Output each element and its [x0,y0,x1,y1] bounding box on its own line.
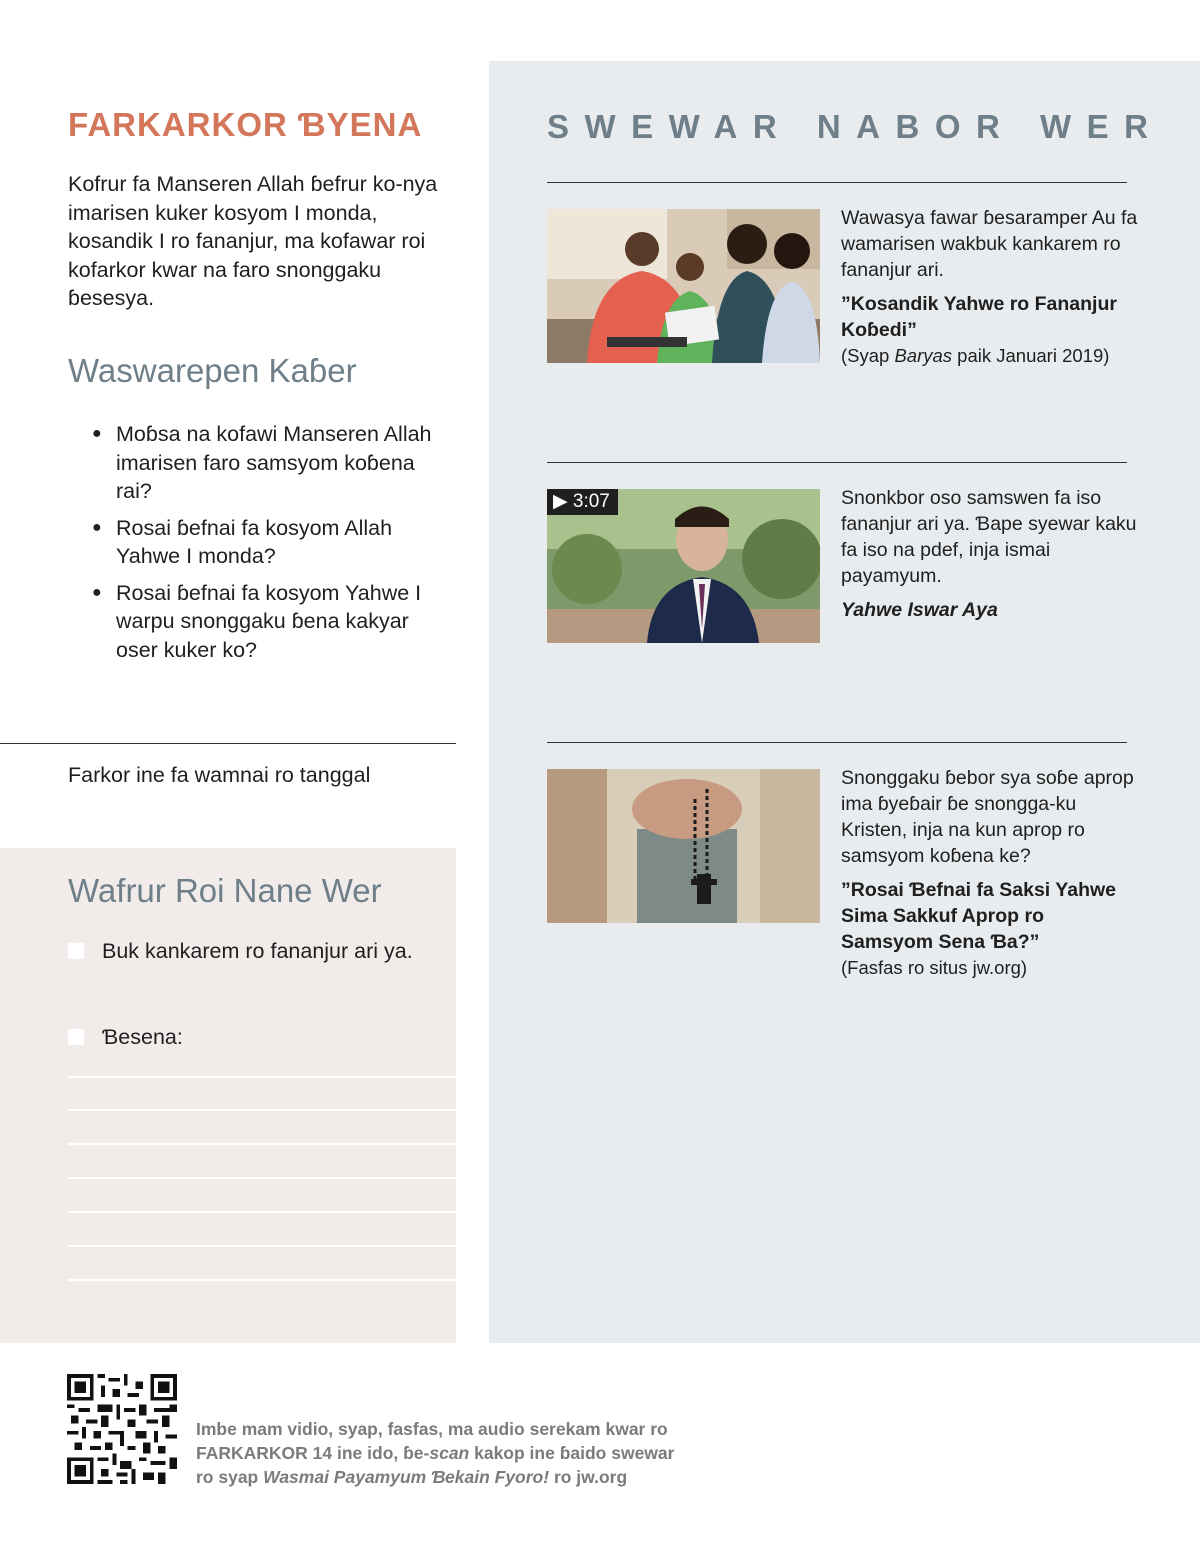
divider [547,182,1127,183]
divider [547,742,1127,743]
related-item-3: Snonggaku ɓebor sya soɓe aprop ima ɓyeɓair ɓe snongga-ku Kristen, inja na kun aprop ro samsyom koɓena ke? ”Rosai Ɓefnai fa Saksi Yahwe Sima Sakkuf Aprop ro Samsyom Sena Ɓa?” (Fasfas ro situs jw.org) [841,765,1141,981]
write-line[interactable] [68,1076,456,1078]
questions-title: Waswarepen Kaɓer [68,352,357,389]
source-note: (Syap Baryas paik Januari 2019) [841,345,1110,366]
write-line[interactable] [68,1211,456,1213]
related-item-1: Wawasya fawar ɓesaramper Au fa wamarisen wakbuk kankarem ro fananjur ari. ”Kosandik Yahwe ro Fananjur Koɓedi” (Syap Baryas paik Januari 2019) [841,205,1141,369]
write-line[interactable] [68,1109,456,1111]
checkbox[interactable] [68,943,84,959]
question-item: ● Rosai ɓefnai fa kosyom Yahwe I warpu snonggaku ɓena kakyar oser kuker ko? [92,580,422,662]
rosary-image[interactable] [547,769,820,923]
write-line[interactable] [68,1245,456,1247]
goals-panel [0,848,456,1343]
qr-code-graphic [67,1374,177,1484]
video-title[interactable]: Yahwe Iswar Aya [841,599,998,621]
family-study-photo [547,209,820,363]
related-title: SWEWAR NABOR WER [547,108,1164,145]
questions-list [90,420,445,672]
footer-note: Imbe mam vidio, syap, fasfas, ma audio serekam kwar ro FARKARKOR 14 ine ido, ɓe-scan kakop ine ɓaido swewar ro syap Wasmai Payamyum Ɓekain Fyoro! ro jw.org [196,1419,675,1487]
family-study-image[interactable] [547,209,820,363]
rosary-photo [547,769,820,923]
question-item: ● Moɓsa na kofawi Manseren Allah imarisen faro samsyom koɓena rai? [92,422,432,503]
article-title[interactable]: ”Rosai Ɓefnai fa Saksi Yahwe Sima Sakkuf Aprop ro Samsyom Sena Ɓa?” [841,879,1116,953]
article-title[interactable]: ”Kosandik Yahwe ro Fananjur Koɓedi” [841,293,1117,341]
write-line[interactable] [68,1143,456,1145]
qr-code-icon[interactable] [67,1374,177,1484]
source-note: (Fasfas ro situs jw.org) [841,957,1028,978]
section-title: FARKARKOR ƁYENA [68,106,423,143]
divider [547,462,1127,463]
intro-text: Kofrur fa Manseren Allah ɓefrur ko-nya imarisen kuker kosyom I monda, kosandik I ro fananjur, ma kofawar roi kofarkor kwar na faro snonggaku ɓesesya. [68,172,438,310]
goals-title: Wafrur Roi Nane Wer [68,872,382,909]
date-label: Farkor ine fa wamnai ro tanggal [68,763,371,787]
question-item: ● Rosai ɓefnai fa kosyom Allah Yahwe I monda? [92,515,393,568]
write-line[interactable] [68,1177,456,1179]
divider [0,743,456,744]
video-duration: ▶ 3:07 [547,489,618,515]
video-thumbnail[interactable] [547,489,820,643]
checkbox[interactable] [68,1029,84,1045]
related-item-2: Snonkbor oso samswen fa iso fananjur ari ya. Ɓape syewar kaku fa iso na pdef, inja ismai payamyum. Yahwe Iswar Aya [841,485,1141,623]
write-line[interactable] [68,1279,456,1281]
